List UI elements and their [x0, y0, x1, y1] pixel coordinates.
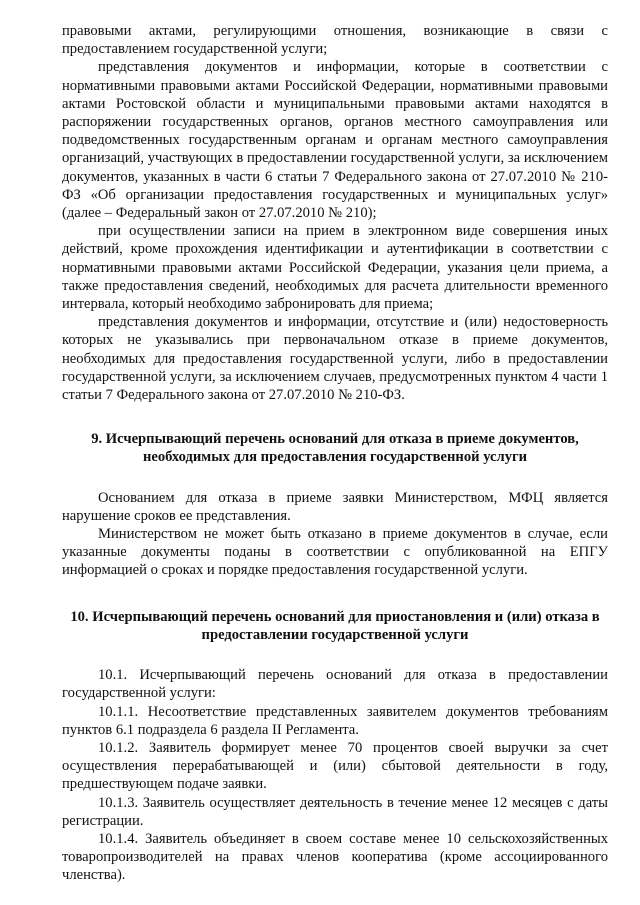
section-10-heading: 10. Исчерпывающий перечень оснований для приостановления и (или) отказа в предоставлении государственной услуги: [70, 608, 600, 643]
spacer: [62, 644, 608, 666]
paragraph-top-3: при осуществлении записи на прием в электронном виде совершения иных действий, кроме прохождения идентификации и аутентификации в соответствии с нормативными правовыми актами Российской Федерации, указания цели приема, а также предоставления сведений, необходимых для расчета длительности временного интервала, который необходимо забронировать для приема;: [62, 223, 608, 313]
section-10-paragraph-2: 10.1.1. Несоответствие представленных заявителем документов требованиям пунктов 6.1 подраздела 6 раздела II Регламента.: [62, 703, 608, 738]
section-9-paragraph-2: Министерством не может быть отказано в приеме документов в случае, если указанные документы поданы в соответствии с опубликованной на ЕПГУ информацией о сроках и порядке предоставления государственной услуги.: [62, 526, 608, 579]
section-10-paragraph-3: 10.1.2. Заявитель формирует менее 70 процентов своей выручки за счет осуществления перерабатывающей и (или) сбытовой деятельности в году, предшествующем подаче заявки.: [62, 739, 608, 793]
section-10-paragraph-4: 10.1.3. Заявитель осуществляет деятельность в течение менее 12 месяцев с даты регистрации.: [62, 794, 608, 829]
paragraph-top-2: представления документов и информации, которые в соответствии с нормативными правовыми актами Российской Федерации, нормативными правовыми актами Ростовской области и муниципальными правовыми актами находятся в распоряжении государственных органов, органов местного самоуправления или подведомственных государственным органам и органам местного самоуправления организаций, участвующих в предоставлении государственной услуги, за исключением документов, указанных в части 6 статьи 7 Федерального закона от 27.07.2010 № 210-ФЗ «Об организации предоставления государственных и муниципальных услуг» (далее – Федеральный закон от 27.07.2010 № 210);: [62, 59, 608, 222]
paragraph-top-1: правовыми актами, регулирующими отношения, возникающие в связи с предоставлением государственной услуги;: [62, 23, 608, 58]
section-10-paragraph-5: 10.1.4. Заявитель объединяет в своем составе менее 10 сельскохозяйственных товаропроизводителей на правах членов кооператива (кроме ассоциированного членства).: [62, 830, 608, 884]
section-9-paragraph-1: Основанием для отказа в приеме заявки Министерством, МФЦ является нарушение сроков ее представления.: [62, 489, 608, 524]
paragraph-top-4: представления документов и информации, отсутствие и (или) недостоверность которых не указывались при первоначальном отказе в приеме документов, необходимых для предоставления государственной услуги, либо в предоставлении государственной услуги, за исключением случаев, предусмотренных пунктом 4 части 1 статьи 7 Федерального закона от 27.07.2010 № 210-ФЗ.: [62, 314, 608, 404]
section-9-heading: 9. Исчерпывающий перечень оснований для отказа в приеме документов, необходимых для предоставления государственной услуги: [91, 431, 579, 466]
spacer: [62, 580, 608, 608]
spacer: [62, 404, 608, 430]
spacer: [62, 467, 608, 489]
section-10-paragraph-1: 10.1. Исчерпывающий перечень оснований для отказа в предоставлении государственной услуги:: [62, 667, 608, 702]
